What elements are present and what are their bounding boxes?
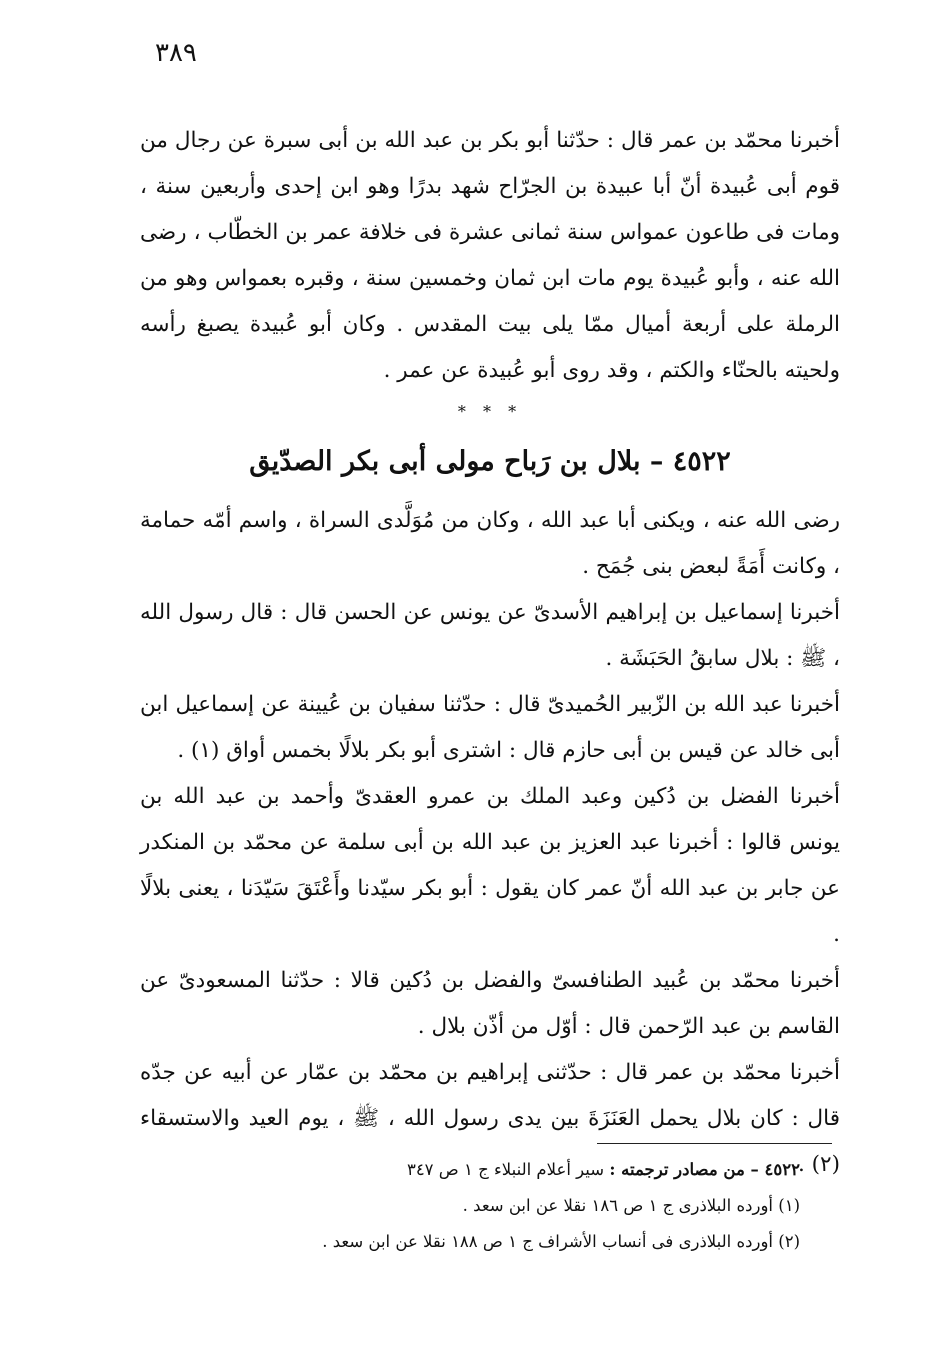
entry-heading: ٤٥٢٢ – بلال بن رَباح مولى أبى بكر الصدّيق: [249, 446, 731, 477]
bilal-paragraph-2: أخبرنا إسماعيل بن إبراهيم الأسدىّ عن يونس عن الحسن قال : قال رسول الله ، ﷺ : بلال سابقُ الحَبَشَة .: [140, 600, 840, 671]
bilal-paragraph-4: أخبرنا الفضل بن دُكين وعبد الملك بن عمرو العقدىّ وأحمد بن عبد الله بن يونس قالوا : أخبرنا عبد العزيز بن عبد الله بن أبى سلمة عن محمّد بن المنكدر عن جابر بن عبد الله أنّ عمر كان يقول : أبو بكر سيّدنا وأَعْتَقَ سَيّدَنا ، يعنى بلالًا .: [140, 784, 840, 947]
bilal-paragraph-5: أخبرنا محمّد بن عُبيد الطنافسىّ والفضل بن دُكين قالا : حدّثنا المسعودىّ عن القاسم بن عبد الرّحمن قال : أوّل من أذّن بلال .: [140, 968, 840, 1039]
footnote-2: (٢) أورده البلاذرى فى أنساب الأشراف ج ١ ص ١٨٨ نقلا عن ابن سعد .: [322, 1232, 800, 1251]
footnote-sources-text: سير أعلام النبلاء ج ١ ص ٣٤٧: [406, 1160, 605, 1179]
bilal-paragraph-6: أخبرنا محمّد بن عمر قال : حدّثنى إبراهيم بن محمّد بن عمّار عن أبيه عن جدّه قال : كان بلال يحمل العَنَزَةَ بين يدى رسول الله ، ﷺ ، يوم العيد والاستسقاء (٢) .: [140, 1060, 840, 1177]
section-separator: * * *: [457, 402, 523, 421]
bilal-paragraph-1: رضى الله عنه ، ويكنى أبا عبد الله ، وكان من مُوَلَّدى السراة ، واسم أمّه حمامة ، وكانت أَمَةً لبعض بنى جُمَح .: [140, 508, 840, 579]
abu-ubaida-paragraph: أخبرنا محمّد بن عمر قال : حدّثنا أبو بكر بن عبد الله بن أبى سبرة عن رجال من قوم أبى عُبيدة أنّ أبا عبيدة بن الجرّاح شهد بدرًا وهو ابن إحدى وأربعين سنة ، ومات فى طاعون عمواس سنة ثمانى عشرة فى خلافة عمر بن الخطّاب ، رضى الله عنه ، وأبو عُبيدة يوم مات ابن ثمان وخمسين سنة ، وقبره بعمواس وهو من الرملة على أربعة أميال ممّا يلى بيت المقدس . وكان أبو عُبيدة يصبغ رأسه ولحيته بالحنّاء والكتم ، وقد روى أبو عُبيدة عن عمر .: [140, 128, 840, 383]
bilal-paragraph-3: أخبرنا عبد الله بن الزّبير الحُميدىّ قال : حدّثنا سفيان بن عُيينة عن إسماعيل ابن أبى خالد عن قيس بن أبى حازم قال : اشترى أبو بكر بلالًا بخمس أواق (١) .: [140, 692, 840, 763]
footnote-rule: [597, 1143, 832, 1144]
footnotes: [200, 1152, 800, 1260]
main-text: [140, 118, 840, 1188]
footnote-sources: [200, 1152, 800, 1188]
footnote-1: (١) أورده البلاذرى ج ١ ص ١٨٦ نقلا عن ابن سعد .: [462, 1196, 800, 1215]
footnote-sources-label: ٤٥٢٢ – من مصادر ترجمته :: [609, 1160, 800, 1179]
page-number: ٣٨٩: [155, 38, 197, 68]
